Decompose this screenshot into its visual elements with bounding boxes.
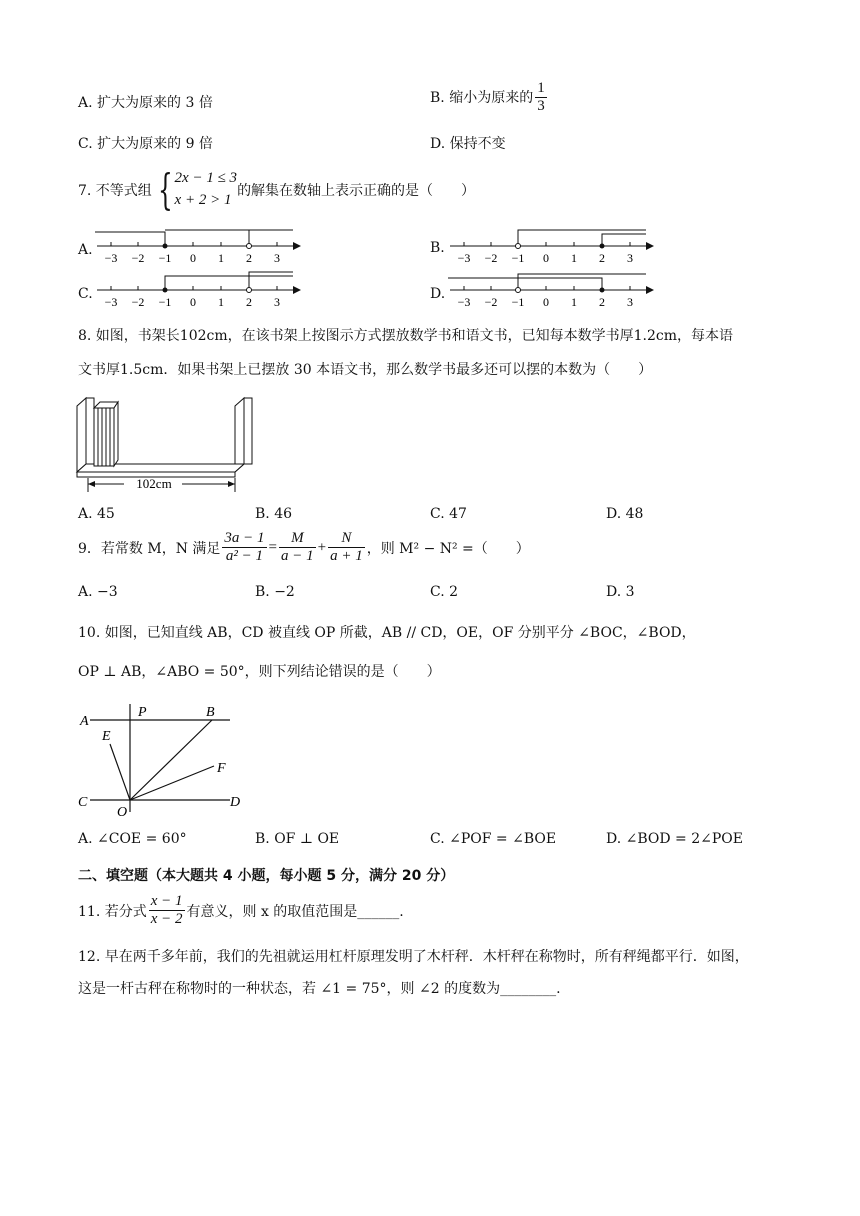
tick: 3 [274,295,280,309]
tick: −2 [484,251,498,265]
q9-fraction-n: $\frac{N}{a + 1}$ [330,530,363,565]
q10-option-a: A. ∠COE = 60° [78,831,187,847]
q10-option-d: D. ∠BOD = 2∠POE [606,831,743,847]
q8-bookshelf-figure [72,386,272,496]
q10-geometry-figure [72,694,252,822]
tick: −3 [457,251,471,265]
tick: 0 [543,295,549,309]
q7-numberline-b [448,226,658,268]
tick: −1 [511,295,525,309]
q8-shelf-length-label: 102cm [136,476,172,491]
q7-label-a: A. [78,242,93,258]
q7-system [175,168,238,212]
tick: −3 [104,251,118,265]
tick: 3 [627,251,633,265]
q7-numberline-a [95,226,305,268]
section-heading: 二、填空题（本大题共 4 小题，每小题 5 分，满分 20 分） [78,868,455,884]
q8-option-d: D. 48 [606,506,644,522]
tick: 3 [274,251,280,265]
q6-option-b [430,80,549,116]
point-o: O [117,805,128,820]
q12-stem-line1: 12. 早在两千多年前，我们的先祖就运用杠杆原理发明了木杆秤．木杆秤在称物时，所有秤绳都平行．如图， [78,949,749,965]
tick: 2 [246,251,252,265]
tick: −2 [484,295,498,309]
q10-stem-line1: 10. 如图，已知直线 AB，CD 被直线 OP 所截，AB // CD，OE，OF 分别平分 ∠BOC，∠BOD， [78,625,696,641]
q12-stem-line2: 这是一杆古秤在称物时的一种状态，若 ∠1 = 75°，则 ∠2 的度数为________. [78,981,561,997]
q6-option-b-fraction: $\frac{1}{3}$ [537,80,545,115]
q9-option-b: B. −2 [255,584,295,600]
tick: 0 [543,251,549,265]
tick: −1 [158,295,172,309]
q6-option-c: C. 扩大为原来的 9 倍 [78,136,213,152]
q10-option-c: C. ∠POF = ∠BOE [430,831,557,847]
q7-suffix: 的解集在数轴上表示正确的是（ ） [237,182,476,199]
q6-option-d: D. 保持不变 [430,136,506,152]
q9-option-a: A. −3 [78,584,118,600]
q9-option-d: D. 3 [606,584,635,600]
q7-numberline-c [95,270,305,312]
q7-numberline-d [448,270,658,312]
tick: 1 [571,295,577,309]
q9-option-c: C. 2 [430,584,459,600]
tick: 3 [627,295,633,309]
tick: −3 [457,295,471,309]
tick: −1 [511,251,525,265]
q11-suffix: 有意义，则 x 的取值范围是______. [186,903,404,920]
q11-fraction: $\frac{x - 1}{x - 2}$ [150,893,183,928]
point-b: B [206,705,215,720]
q6-option-b-label: B. 缩小为原来的 [430,89,534,106]
q10-stem-line2: OP ⊥ AB，∠ABO = 50°，则下列结论错误的是（ ） [78,664,441,680]
point-c: C [78,795,88,810]
tick: −3 [104,295,118,309]
q10-option-b: B. OF ⊥ OE [255,831,340,847]
tick: 0 [190,251,196,265]
tick: −2 [131,295,145,309]
q8-stem-line2: 文书厚1.5cm．如果书架上已摆放 30 本语文书，那么数学书最多还可以摆的本数为（ ） [78,362,653,378]
q9-suffix: ，则 M² − N² =（ ） [366,540,530,557]
q6-option-a: A. 扩大为原来的 3 倍 [78,95,213,111]
point-e: E [102,729,111,744]
tick: 1 [571,251,577,265]
tick: 2 [599,251,605,265]
q7-brace: { [157,164,173,214]
q7-label-c: C. [78,286,93,302]
q9-prefix: 9．若常数 M，N 满足 [78,540,221,557]
q11-stem [78,893,404,929]
q7-inequality-2: x + 2 > 1 [174,191,232,208]
tick: 2 [246,295,252,309]
q8-option-c: C. 47 [430,506,467,522]
q7-inequality-1: 2x − 1 ≤ 3 [174,170,238,186]
q7-stem [78,164,476,214]
point-p: P [138,705,147,720]
q7-label-b: B. [430,240,445,256]
point-d: D [230,795,241,810]
point-f: F [217,761,226,776]
tick: −1 [158,251,172,265]
tick: 2 [599,295,605,309]
q11-prefix: 11. 若分式 [78,903,147,920]
q8-option-a: A. 45 [78,506,115,522]
q9-stem: 9．若常数 M，N 满足 $\frac{3a - 1}{\text{a² − 1}}$ = $\frac{M}{a - 1}$ + $\frac{N}{a + 1}$ ，则 M² − N² =（ ） [78,530,530,565]
tick: −2 [131,251,145,265]
q8-option-b: B. 46 [255,506,293,522]
q9-fraction-m: $\frac{M}{a - 1}$ [281,530,314,565]
q9-fraction-lhs: $\frac{3a - 1}{\text{a² − 1}}$ [224,530,265,565]
point-a: A [80,714,89,729]
q8-stem-line1: 8. 如图，书架长102cm，在该书架上按图示方式摆放数学书和语文书，已知每本数学书厚1.2cm，每本语 [78,328,734,344]
q7-label-d: D. [430,286,446,302]
q7-prefix: 7. 不等式组 [78,182,152,199]
tick: 1 [218,295,224,309]
tick: 0 [190,295,196,309]
tick: 1 [218,251,224,265]
